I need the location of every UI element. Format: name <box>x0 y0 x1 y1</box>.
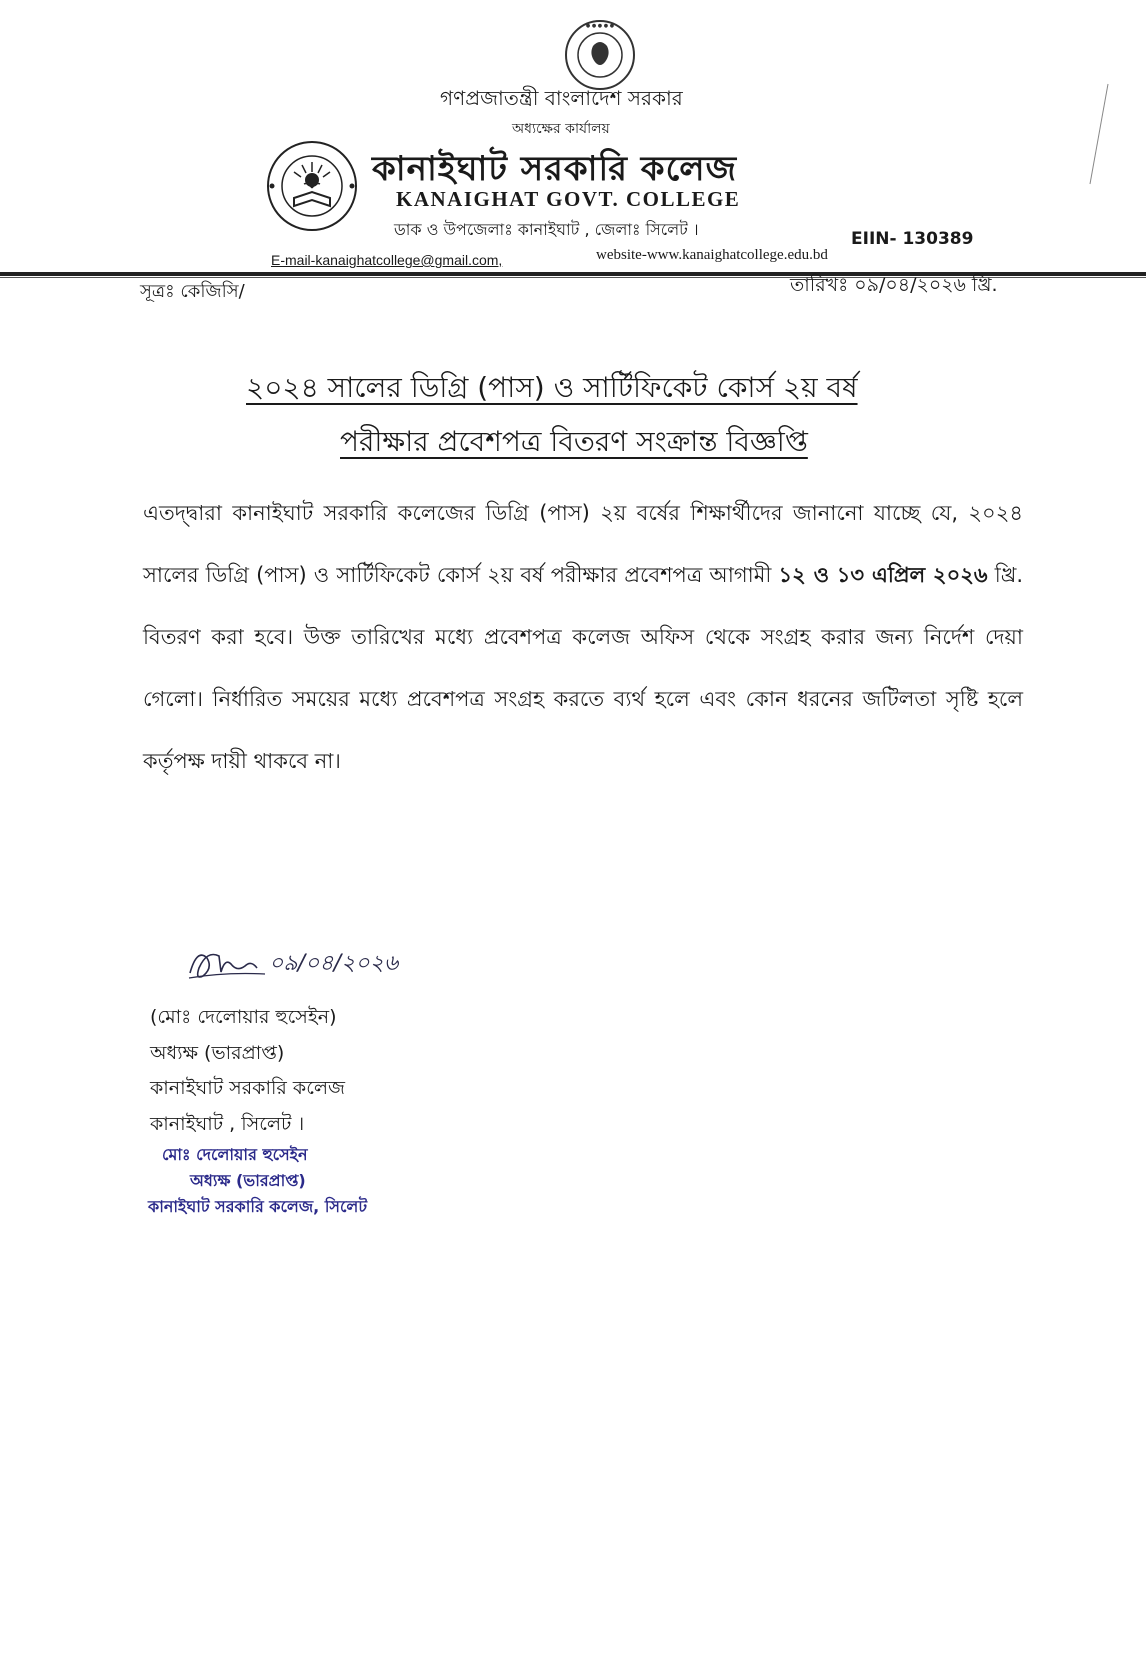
eiin-number: EIIN- 130389 <box>851 229 974 249</box>
signatory-name: (মোঃ দেলোয়ার হুসেইন) <box>150 1006 337 1028</box>
college-name-bangla: কানাইঘাট সরকারি কলেজ <box>372 149 737 189</box>
notice-body <box>143 482 1023 792</box>
notice-title-line-2: পরীক্ষার প্রবেশপত্র বিতরণ সংক্রান্ত বিজ্ঞপ্তি <box>340 425 808 458</box>
notice-date: তারিখঃ ০৯/০৪/২০২৬ খ্রি. <box>790 274 998 296</box>
college-website: website-www.kanaighatcollege.edu.bd <box>596 247 828 263</box>
college-email: E-mail-kanaighatcollege@gmail.com, <box>271 252 503 268</box>
office-name: অধ্যক্ষের কার্যালয় <box>512 121 610 137</box>
signature-date: ০৯/০৪/২০২৬ <box>269 951 399 976</box>
scan-margin-mark <box>1084 80 1114 190</box>
stamp-college: কানাইঘাট সরকারি কলেজ, সিলেট <box>148 1197 368 1216</box>
svg-text:● ● ● ● ●: ● ● ● ● ● <box>585 23 615 29</box>
handwritten-signature <box>185 928 425 988</box>
college-name-english: KANAIGHAT GOVT. COLLEGE <box>396 187 741 211</box>
government-seal-icon <box>563 18 637 92</box>
distribution-dates: ১২ ও ১৩ এপ্রিল ২০২৬ <box>778 563 988 587</box>
reference-number: সূত্রঃ কেজিসি/ <box>140 281 245 302</box>
signatory-designation: অধ্যক্ষ (ভারপ্রাপ্ত) <box>150 1042 285 1064</box>
college-logo-icon <box>264 138 360 234</box>
notice-body-part-1: এতদ্দ্বারা কানাইঘাট সরকারি কলেজের ডিগ্রি (পাস) ২য় বর্ষের শিক্ষার্থীদের জানানো যাচ্ছে যে, ২০২৪ সালের ডিগ্রি (পাস) ও সার্টিফিকেট কোর্স ২য় বর্ষ পরীক্ষার প্রবেশপত্র আগামী <box>143 501 1023 587</box>
stamp-designation: অধ্যক্ষ (ভারপ্রাপ্ত) <box>190 1171 306 1190</box>
signatory-college: কানাইঘাট সরকারি কলেজ <box>150 1077 345 1099</box>
notice-body-part-2: খ্রি. বিতরণ করা হবে। উক্ত তারিখের মধ্যে প্রবেশপত্র কলেজ অফিস থেকে সংগ্রহ করার জন্য নির্দেশ দেয়া গেলো। নির্ধারিত সময়ের মধ্যে প্রবেশপত্র সংগ্রহ করতে ব্যর্থ হলে এবং কোন ধরনের জটিলতা সৃষ্টি হলে কর্তৃপক্ষ দায়ী থাকবে না। <box>143 563 1023 773</box>
notice-title-line-1: ২০২৪ সালের ডিগ্রি (পাস) ও সার্টিফিকেট কোর্স ২য় বর্ষ <box>246 371 858 404</box>
college-address: ডাক ও উপজেলাঃ কানাইঘাট , জেলাঃ সিলেট । <box>394 220 699 239</box>
government-name: গণপ্রজাতন্ত্রী বাংলাদেশ সরকার <box>440 86 683 110</box>
signatory-place: কানাইঘাট , সিলেট । <box>150 1113 305 1135</box>
stamp-name: মোঃ দেলোয়ার হুসেইন <box>162 1145 308 1164</box>
